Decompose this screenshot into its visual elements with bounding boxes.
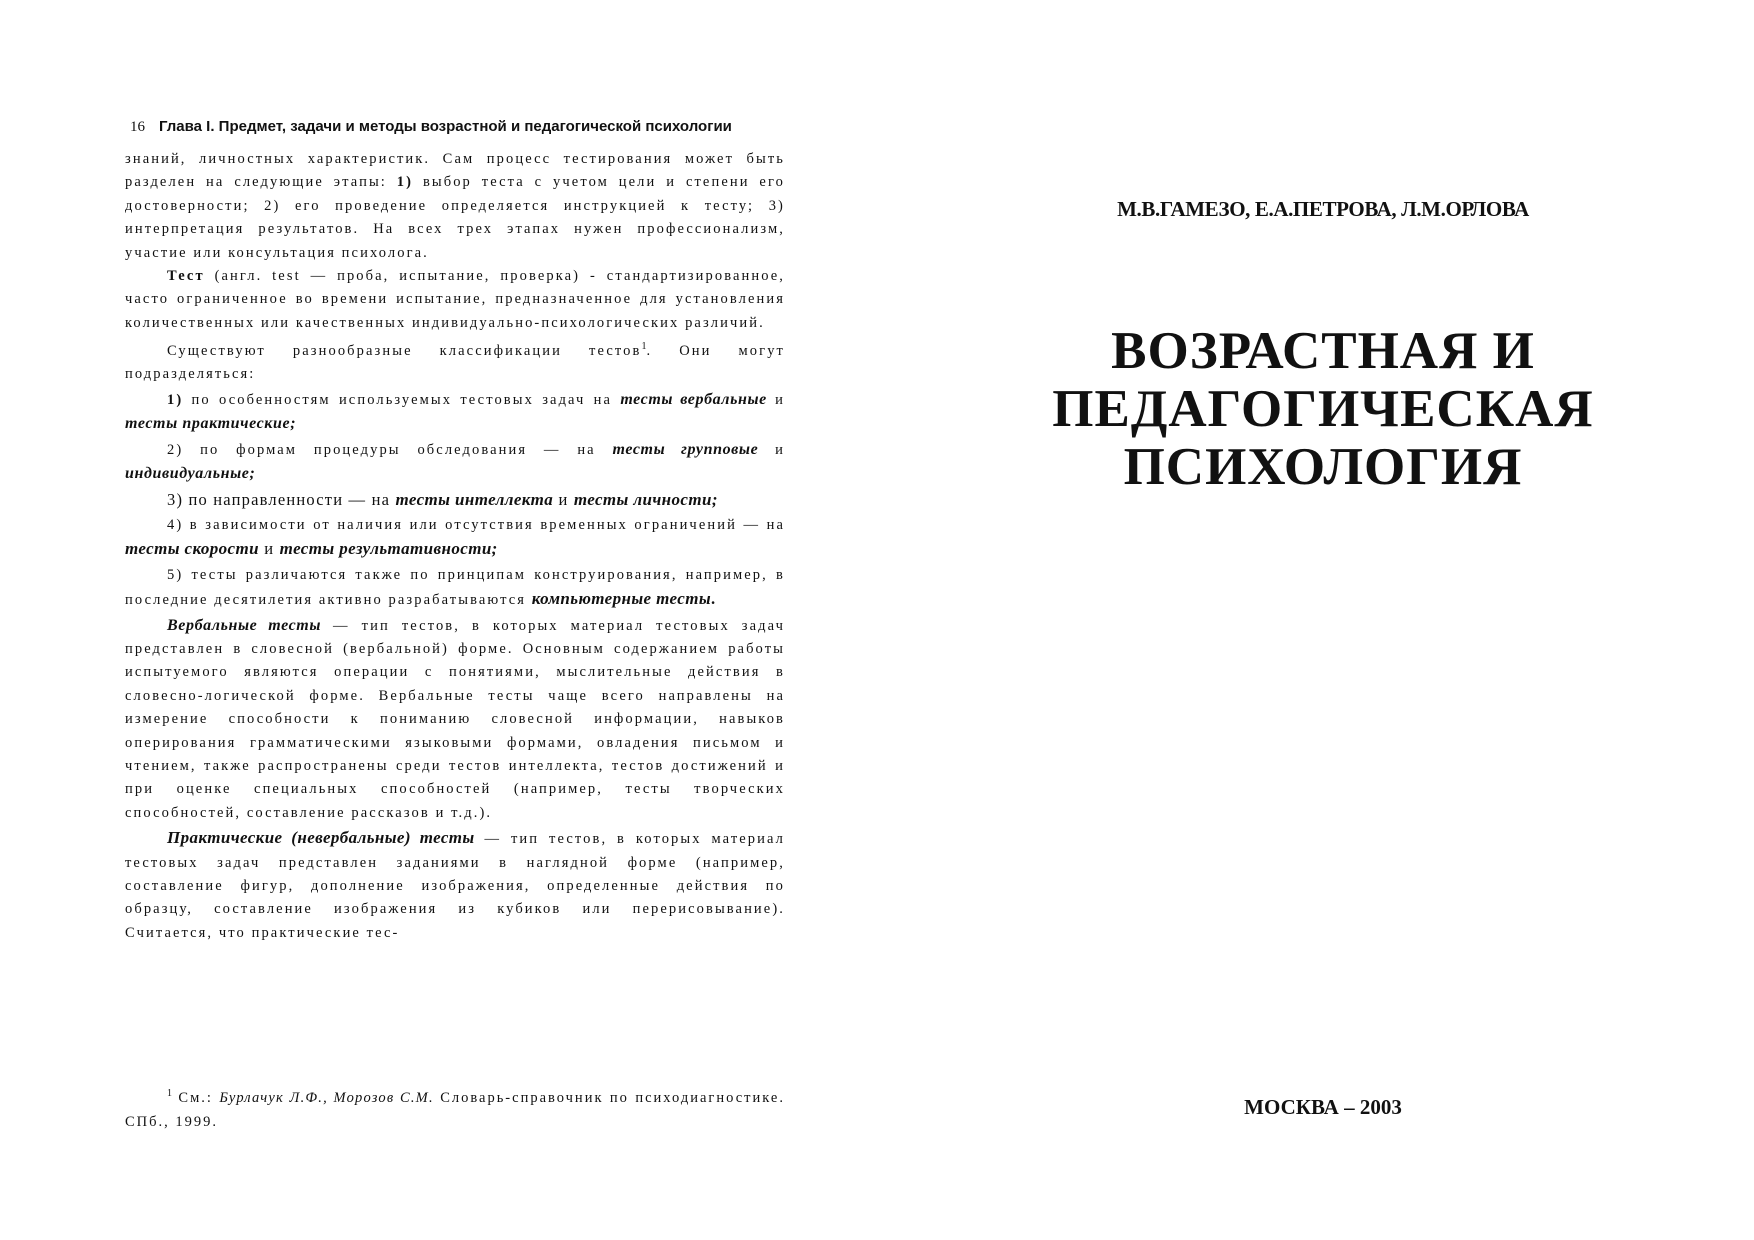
chapter-header: Глава I. Предмет, задачи и методы возрастной и педагогической психологии — [159, 118, 732, 135]
term: тесты практические; — [125, 415, 297, 433]
term-practical-tests: Практические (невербальные) тесты — [167, 828, 475, 848]
text-run: 2) по формам процедуры обследования — на — [167, 441, 613, 458]
paragraph-classification — [125, 335, 785, 387]
book-authors: М.В.ГАМЕЗО, Е.А.ПЕТРОВА, Л.М.ОРЛОВА — [1117, 197, 1529, 221]
text-run: и — [258, 539, 280, 559]
paragraph-practical-tests — [125, 826, 785, 945]
title-line: ПЕДАГОГИЧЕСКАЯ — [1052, 380, 1594, 438]
list-item-5 — [125, 564, 785, 613]
footnote-mark: 1 — [167, 1088, 172, 1099]
list-item-3 — [125, 488, 785, 513]
text-run: и — [758, 441, 786, 458]
term: тесты вербальные — [620, 390, 767, 408]
list-item-4 — [125, 514, 785, 563]
body-text — [125, 148, 785, 945]
text-run: 5) тесты различаются также по принципам конструирования, например, в последние десятилетия активно разрабатываются — [125, 566, 785, 609]
title-line: ПСИХОЛОГИЯ — [1123, 438, 1523, 496]
paragraph-test-definition — [125, 265, 785, 335]
paragraph-intro — [125, 148, 785, 265]
right-page — [877, 0, 1754, 1240]
text-run: знаний, личностных характеристик. Сам процесс тестирования может быть разделен на следующие этапы: — [125, 151, 785, 191]
text-run: Существуют разнообразные классификации тестов — [167, 343, 642, 360]
title-line: ВОЗРАСТНАЯ И — [1111, 322, 1535, 380]
text-run: Словарь-справочник по психодиагностике. СПб., 1999. — [125, 1089, 785, 1130]
text-run: — тип тестов, в которых материал тестовых задач представлен заданиями в наглядной форме (например, составление фигур, дополнение изображения, определенные действия по образцу, составление изображения из кубиков или перерисовывание). Считается, что практические тес- — [125, 831, 785, 941]
text-run: выбор теста с учетом цели и степени его достоверности; 2) его проведение определяется инструкцией к тесту; 3) интерпретация результатов. На всех трех этапах нужен профессионализм, участие или консультация психолога. — [125, 174, 786, 261]
list-item-1 — [125, 388, 785, 437]
footnote-ref: 1 — [641, 341, 647, 353]
publication-city-year: МОСКВА – 2003 — [1244, 1095, 1402, 1119]
footnote — [125, 1082, 785, 1134]
text-run: по особенностям используемых тестовых задач на — [183, 391, 621, 408]
term: компьютерные тесты — [531, 589, 712, 609]
term: тесты личности; — [573, 489, 718, 509]
text-run: См.: — [172, 1089, 220, 1106]
text-run: (англ. test — проба, испытание, проверка) - стандартизированное, часто ограниченное во времени испытание, предназначенное для установления количественных или качественных индивидуально-психологических различий. — [125, 268, 785, 331]
text-run-bold: 1) — [396, 174, 414, 191]
text-run: . — [711, 589, 717, 609]
footnote-authors: Бурлачук Л.Ф., Морозов С.М. — [219, 1089, 434, 1106]
term: тесты скорости — [125, 539, 259, 559]
text-run: и — [766, 391, 785, 408]
term: индивидуальные; — [125, 465, 256, 483]
text-run: 3) по направленности — на — [167, 489, 396, 509]
text-run: и — [553, 489, 574, 509]
paragraph-verbal-tests — [125, 614, 785, 826]
page-number: 16 — [130, 119, 145, 135]
book-title — [877, 322, 1754, 496]
term-test: Тест — [167, 268, 205, 285]
term: тесты групповые — [612, 440, 759, 458]
running-header — [130, 118, 790, 136]
text-run: 4) в зависимости от наличия или отсутствия временных ограничений — на — [167, 516, 785, 533]
term-verbal-tests: Вербальные тесты — [167, 616, 322, 634]
term: тесты интеллекта — [395, 489, 554, 509]
text-run: — тип тестов, в которых материал тестовых задач представлен в словесной (вербальной) форме. Основным содержанием работы испытуемого являются операции с понятиями, мыслительные действия в словесно-логической форме. Вербальные тесты чаще всего направлены на измерение способности к пониманию словесной информации, навыков оперирования грамматическими языковыми формами, овладения письмом и чтением, также распространены среди тестов интеллекта, тестов достижений и при оценке специальных способностей (например, тесты творческих способностей, составление рассказов и т.д.). — [125, 617, 785, 821]
text-run: . Они могут подразделяться: — [125, 343, 785, 383]
list-number: 1) — [167, 391, 184, 408]
term: тесты результативности; — [279, 539, 498, 559]
list-item-2 — [125, 438, 785, 487]
